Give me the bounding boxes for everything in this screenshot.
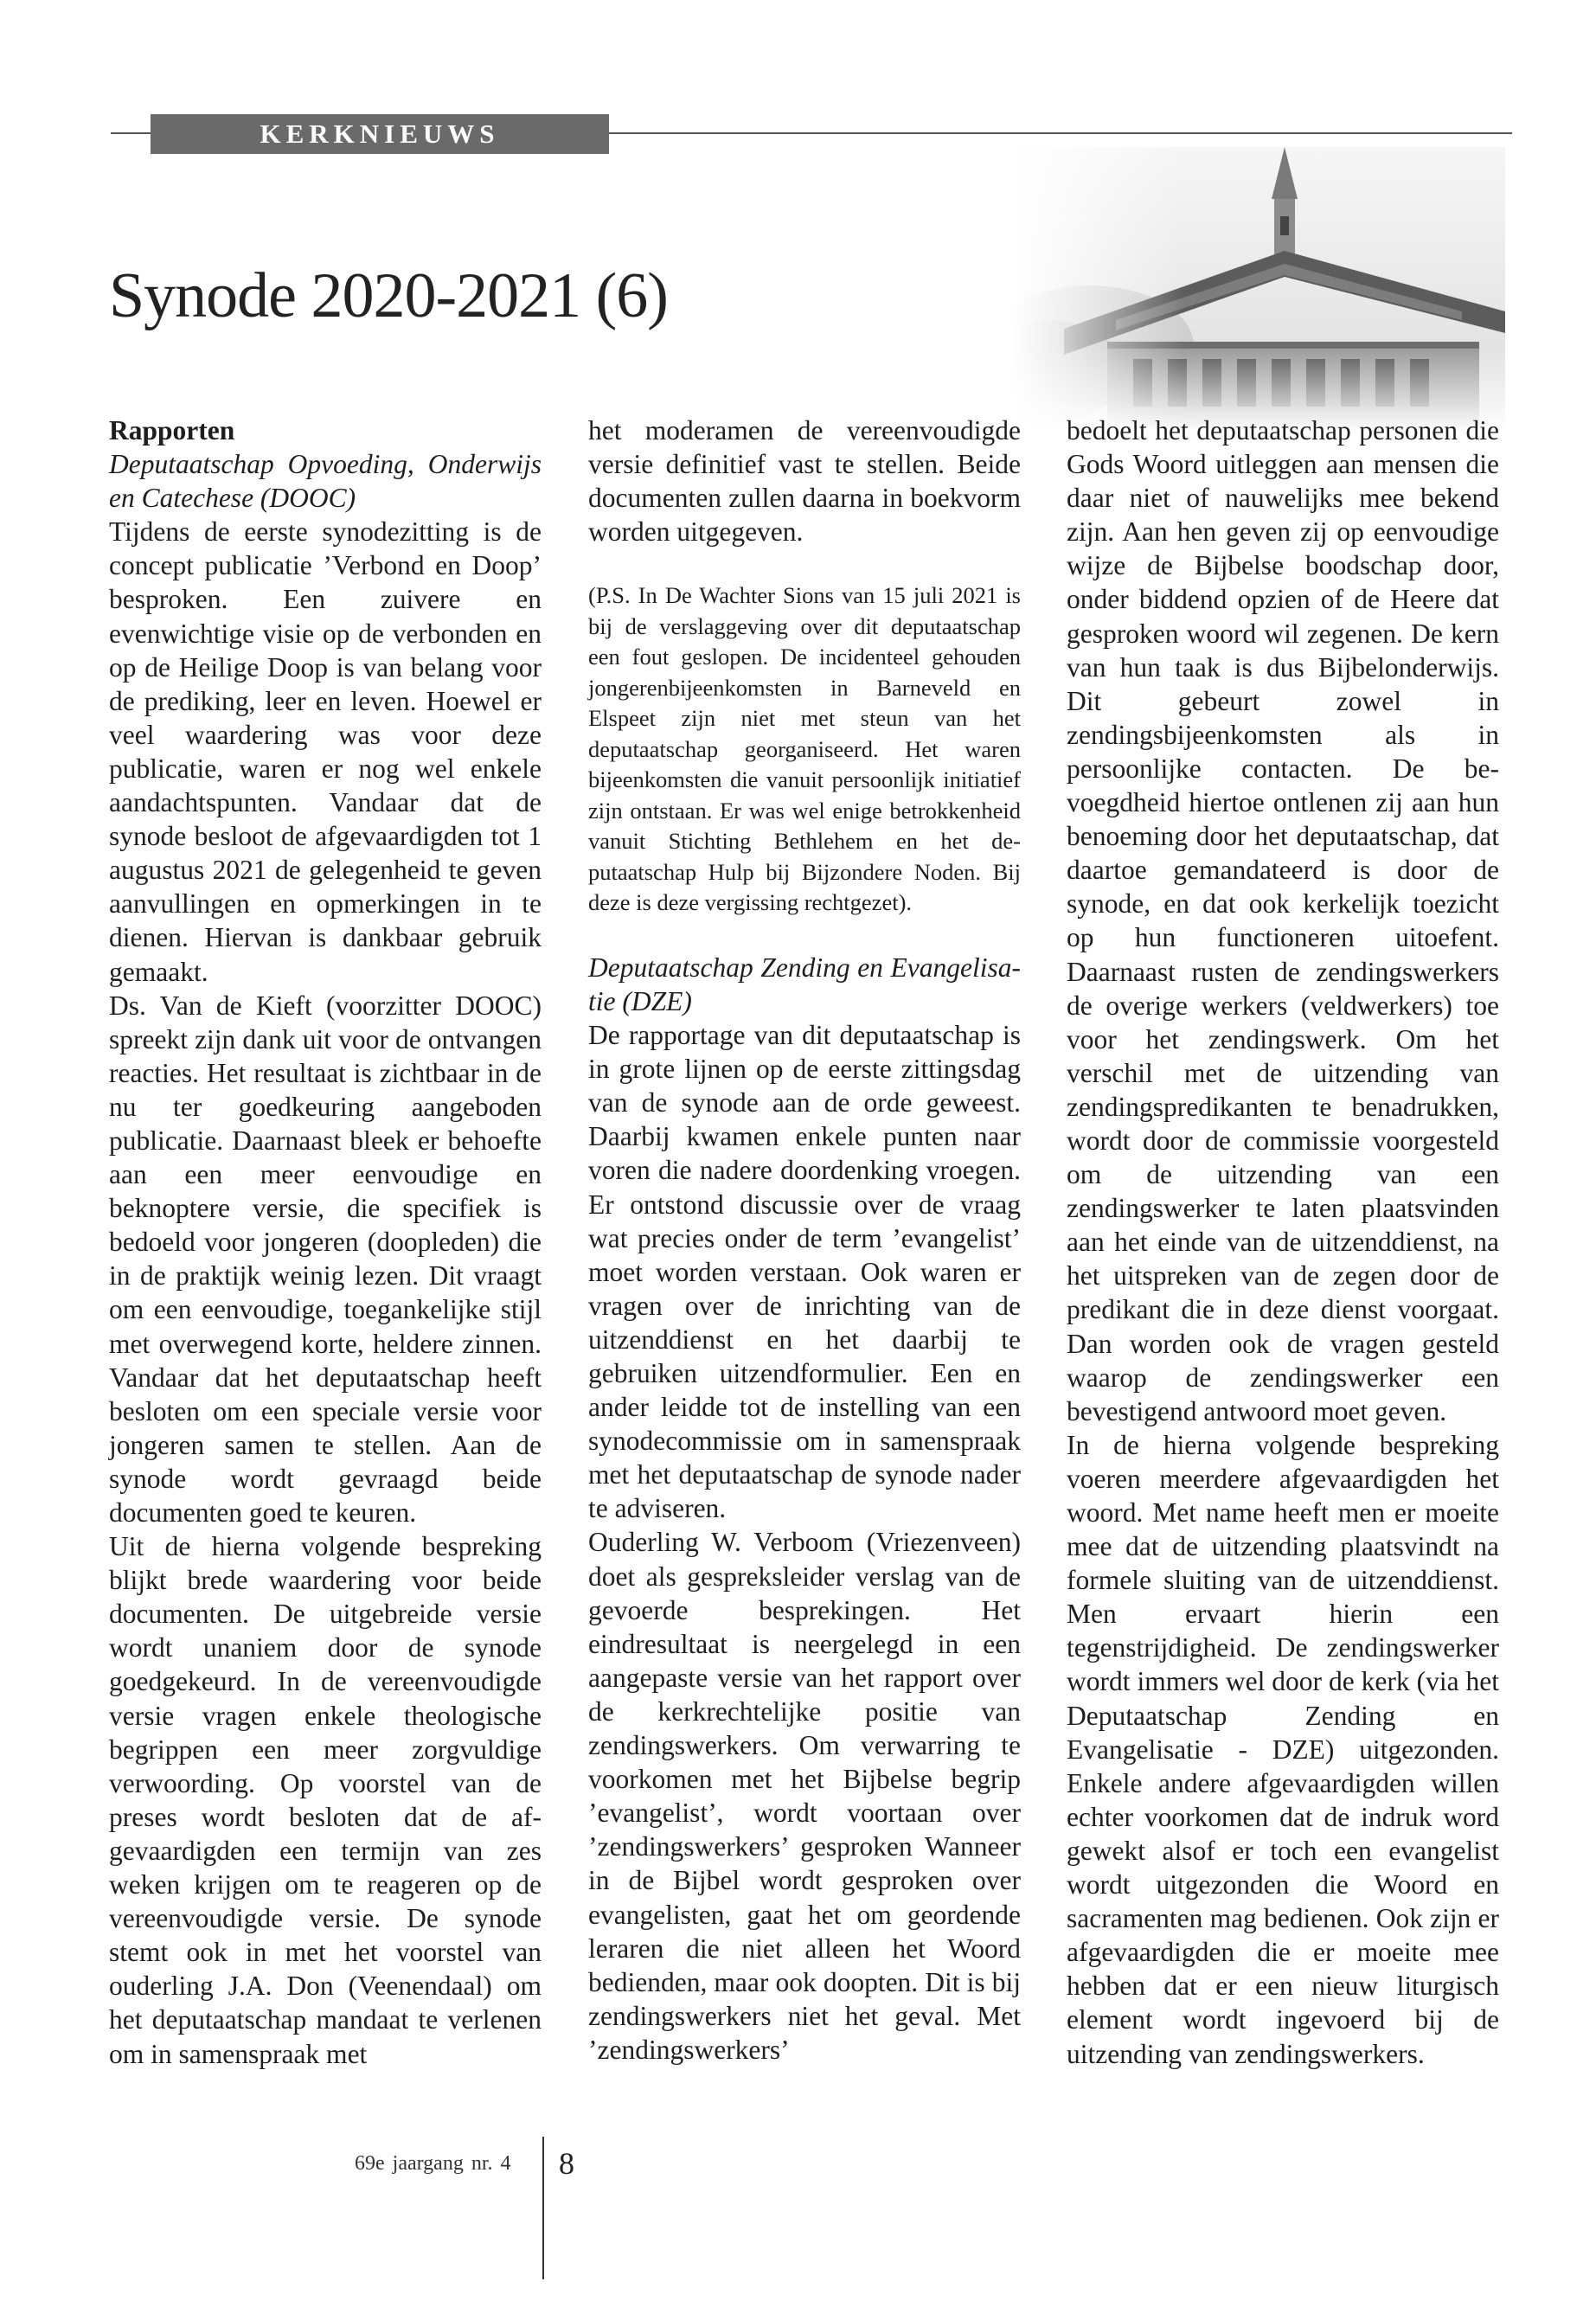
paragraph: bedoelt het deputaatschap personen die Gods Woord uitleggen aan mensen die daar niet of nauwelijks mee bekend zijn. Aan hen geven zij op eenvoudige wijze de Bijbelse boodschap door, onder biddend opzien of de Heere dat gesproken woord wil zegenen. De kern van hun taak is dus Bijbelonderwijs. Dit gebeurt zowel in zendingsbijeenkomsten als in persoonlijke contacten. De bevoegdheid hiertoe ontlenen zij aan hun benoeming door het deputaatschap, dat daartoe gemandateerd is door de synode, en dat ook kerkelijk toezicht op hun functioneren uitoefent. Daarnaast rusten de zendingswerkers de overige werkers (veldwerkers) toe voor het zendingswerk. Om het verschil met de uitzending van zendingspredikanten te benadrukken, wordt door de commissie voorgesteld om de uitzending van een zendingswerker te laten plaatsvinden aan het einde van de uitzenddienst, na het uitspreken van de zegen door de predikant die in deze dienst voorgaat. Dan worden ook de vragen gesteld waarop de zendingswerker een bevestigend antwoord moet geven. <box>1067 415 1499 1426</box>
paragraph: het moderamen de vereenvoudigde versie definitief vast te stellen. Beide documenten zullen daarna in boekvorm worden uitgegeven. <box>588 415 1021 548</box>
paragraph: Ouderling W. Verboom (Vriezenveen) doet als gespreksleider verslag van de gevoerde besprekingen. Het eindresultaat is neergelegd in een aangepaste versie van het rapport over de kerkrechtelijke positie van zendingswerkers. Om verwarring te voorkomen met het Bijbelse begrip ’evangelist’, wordt voortaan over ’zendingswerkers’ gesproken Wanneer in de Bijbel wordt gesproken over evangelisten, gaat het om geordende leraren die niet alleen het Woord bedienden, maar ook doopten. Dit is bij zendingswerkers niet het geval. Met ’zendingswerkers’ <box>588 1527 1021 2065</box>
postscript-note: (P.S. In De Wachter Sions van 15 juli 2021 is bij de verslaggeving over dit deputaatschap een fout geslopen. De incidenteel gehouden jongerenbijeenkomsten in Barneveld en Elspeet zijn niet met steun van het deputaatschap georganiseerd. Het waren bijeenkomsten die vanuit persoonlijk initiatief zijn ontstaan. Er was wel enige betrokkenheid vanuit Stichting Bethlehem en het deputaatschap Hulp bij Bijzondere Noden. Bij deze is deze vergissing rechtgezet). <box>588 582 1021 916</box>
column-1 <box>109 413 542 2071</box>
paragraph: Ds. Van de Kieft (voorzitter DOOC) spreekt zijn dank uit voor de ontvangen reacties. Het resultaat is zichtbaar in de nu ter goedkeuring aangeboden publicatie. Daarnaast bleek er behoefte aan een meer eenvoudige en beknoptere versie, die specifiek is bedoeld voor jongeren (doopleden) die in de praktijk weinig lezen. Dit vraagt om een eenvoudige, toegankelijke stijl met overwegend korte, heldere zinnen. Vandaar dat het deputaatschap heeft besloten om een speciale versie voor jongeren samen te stellen. Aan de synode wordt gevraagd beide documenten goed te keuren. <box>109 990 542 1528</box>
page-number: 8 <box>559 2146 574 2181</box>
journal-issue: 69e jaargang nr. 4 <box>355 2152 511 2175</box>
paragraph: In de hierna volgende bespreking voeren meerdere afgevaardigden het woord. Met name heeft men er moeite mee dat de uitzending plaatsvindt na formele sluiting van de uitzenddienst. Men ervaart hierin een tegenstrijdigheid. De zendingswerker wordt immers wel door de kerk (via het Deputaatschap Zending en Evangelisatie - DZE) uitgezonden. Enkele andere afgevaardigden willen echter voorkomen dat de indruk word gewekt alsof er toch een evangelist wordt uitgezonden die Woord en sacramenten mag bedienen. Ook zijn er afgevaardigden die er moeite mee hebben dat er een nieuw liturgisch element wordt ingevoerd bij de uitzending van zendingswerkers. <box>1067 1429 1499 2069</box>
paragraph: Uit de hierna volgende bespreking blijkt brede waardering voor beide documenten. De uitgebreide versie wordt unaniem door de synode goedgekeurd. In de vereenvoudigde versie vragen enkele theologische begrippen een meer zorgvuldige verwoording. Op voorstel van de preses wordt besloten dat de afgevaardigden een termijn van zes weken krijgen om te reageren op de vereenvoudigde versie. De synode stemt ook in met het voorstel van ouderling J.A. Don (Veenendaal) om het deputaatschap mandaat te verlenen om in samenspraak met <box>109 1531 542 2069</box>
section-label: KERKNIEUWS <box>151 114 609 154</box>
church-photo <box>1012 147 1505 433</box>
footer-divider <box>542 2137 544 2279</box>
subheading-dze: Deputaatschap Zending en Evangelisatie (DZE) <box>588 952 1021 1016</box>
paragraph: De rapportage van dit deputaatschap is in grote lijnen op de eerste zittingsdag van de synode aan de orde geweest. Daarbij kwamen enkele punten naar voren die nadere doordenking vroegen. Er ontstond discussie over de vraag wat precies onder de term ’evangelist’ moet worden verstaan. Ook waren er vragen over de inrichting van de uitzenddienst en het daarbij te gebruiken uitzendformulier. Een en ander leidde tot de instelling van een synodecommissie om in samenspraak met het deputaatschap de synode nader te adviseren. <box>588 1020 1021 1524</box>
article-title: Synode 2020-2021 (6) <box>109 260 668 331</box>
column-2 <box>588 413 1021 2067</box>
section-heading: Rapporten <box>109 415 235 445</box>
subheading-dooc: Deputaatschap Opvoeding, Onderwijs en Catechese (DOOC) <box>109 449 542 514</box>
column-3 <box>1067 413 1499 2071</box>
paragraph: Tijdens de eerste synodezitting is de concept publicatie ’Verbond en Doop’ besproken. Een zuivere en evenwichtige visie op de verbonden en op de Heilige Doop is van belang voor de prediking, leer en leven. Hoewel er veel waardering was voor deze publicatie, waren er nog wel enkele aandachtspunten. Vandaar dat de synode besloot de afgevaardigden tot 1 augustus 2021 de gelegenheid te geven aanvullingen en opmerkingen in te dienen. Hiervan is dankbaar gebruik gemaakt. <box>109 516 542 987</box>
